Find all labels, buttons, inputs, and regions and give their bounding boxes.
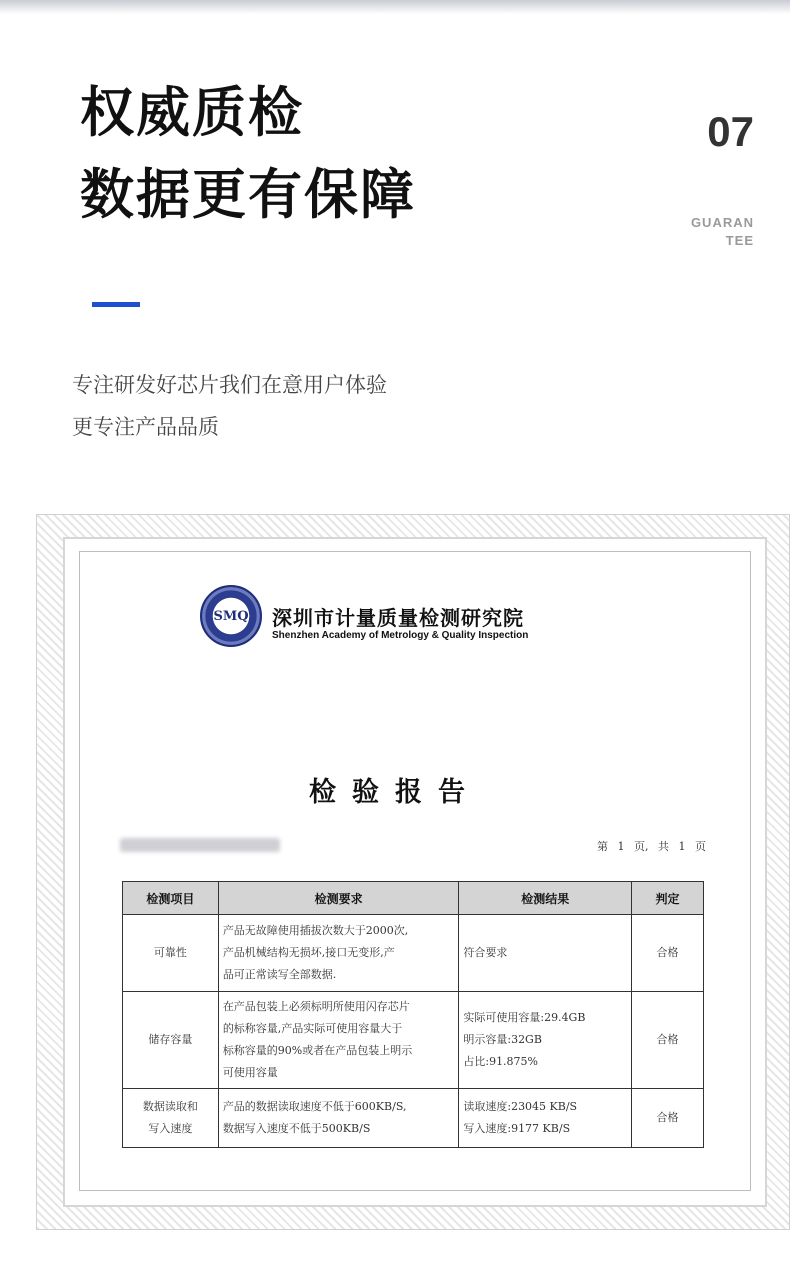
top-shadow-bar — [0, 0, 790, 14]
org-name-cn: 深圳市计量质量检测研究院 — [272, 606, 524, 630]
table-row — [123, 992, 704, 1089]
header-result: 检测结果 — [459, 882, 632, 915]
cell-requirement — [218, 992, 459, 1089]
cell-line: 写入速度:9177 KB/S — [463, 1122, 571, 1135]
accent-divider — [92, 302, 140, 307]
cell-line: 实际可使用容量:29.4GB — [463, 1011, 586, 1024]
inspection-table — [122, 881, 704, 1148]
section-number: 07 — [707, 108, 754, 155]
cell-line: 符合要求 — [463, 946, 508, 959]
cell-line: 产品无故障使用插拔次数大于2000次, — [222, 924, 409, 937]
subtitle — [72, 364, 387, 448]
header-verdict: 判定 — [632, 882, 704, 915]
cell-verdict: 合格 — [632, 915, 704, 992]
cell-item — [123, 1089, 219, 1148]
headline-line-2: 数据更有保障 — [80, 163, 416, 226]
cell-line: 写入速度 — [148, 1122, 193, 1135]
cell-line: 读取速度:23045 KB/S — [463, 1100, 578, 1113]
org-name-en: Shenzhen Academy of Metrology & Quality Inspection — [272, 630, 529, 641]
report-title: 检验报告 — [309, 777, 481, 808]
cell-line: 可使用容量 — [222, 1066, 278, 1079]
cell-line: 产品的数据读取速度不低于600KB/S, — [222, 1100, 407, 1113]
cell-line: 产品机械结构无损坏,接口无变形,产 — [222, 946, 395, 959]
cell-line: 数据写入速度不低于500KB/S — [222, 1122, 371, 1135]
section-tag-line-1: GUARAN — [690, 215, 754, 230]
cell-result — [459, 915, 632, 992]
page-info: 第 1 页, 共 1 页 — [597, 840, 706, 853]
cell-item: 可靠性 — [123, 915, 219, 992]
cell-item: 储存容量 — [123, 992, 219, 1089]
cell-result — [459, 992, 632, 1089]
page-headline — [80, 72, 416, 236]
cell-line: 品可正常读写全部数据. — [222, 968, 337, 981]
header-item: 检测项目 — [123, 882, 219, 915]
cell-line: 标称容量的90%或者在产品包装上明示 — [222, 1044, 413, 1057]
cell-verdict: 合格 — [632, 992, 704, 1089]
section-tag-line-2: TEE — [725, 233, 754, 248]
subtitle-line-1: 专注研发好芯片我们在意用户体验 — [72, 373, 387, 397]
report-number-blurred — [120, 838, 280, 852]
header-requirement: 检测要求 — [218, 882, 459, 915]
cell-line: 在产品包装上必须标明所使用闪存芯片 — [222, 1000, 410, 1013]
cell-line: 的标称容量,产品实际可使用容量大于 — [222, 1022, 403, 1035]
headline-line-1: 权威质检 — [80, 81, 304, 144]
logo-text: SMQ — [213, 609, 249, 624]
cell-line: 占比:91.875% — [463, 1055, 539, 1068]
subtitle-line-2: 更专注产品品质 — [72, 415, 219, 439]
cell-line: 数据读取和 — [142, 1100, 198, 1113]
table-header-row — [123, 882, 704, 915]
cell-requirement — [218, 915, 459, 992]
cell-result — [459, 1089, 632, 1148]
table-row — [123, 1089, 704, 1148]
cell-line: 明示容量:32GB — [463, 1033, 542, 1046]
cell-verdict: 合格 — [632, 1089, 704, 1148]
table-row — [123, 915, 704, 992]
section-tag — [691, 214, 754, 250]
cell-requirement — [218, 1089, 459, 1148]
smq-logo-icon — [200, 585, 262, 647]
